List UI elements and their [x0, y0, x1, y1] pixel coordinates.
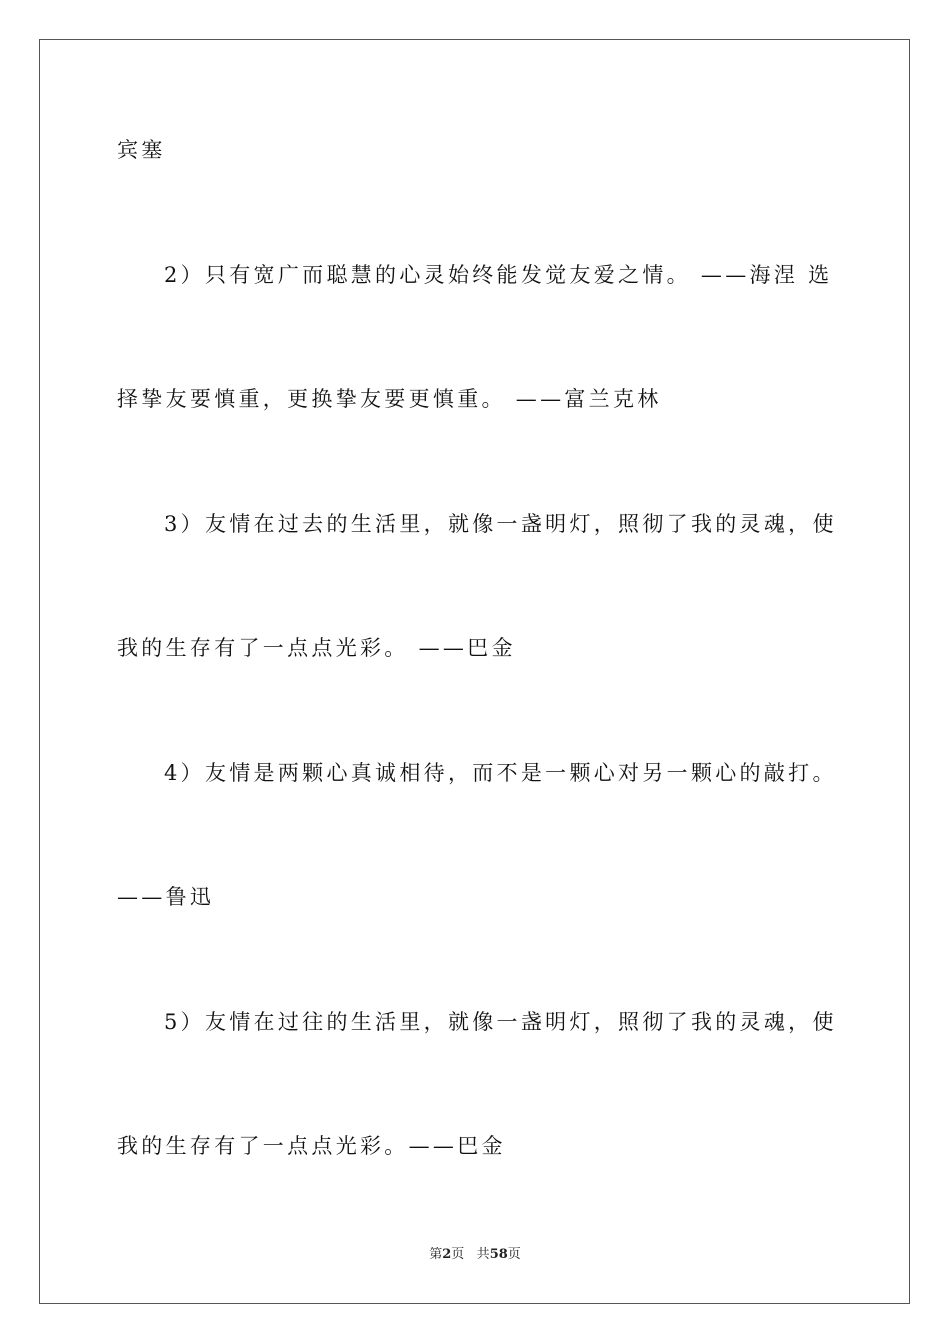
quote-2-line-1: 2）只有宽广而聪慧的心灵始终能发觉友爱之情。 ——海涅 选	[164, 263, 833, 287]
quote-5-line-1: 5）友情在过往的生活里，就像一盏明灯，照彻了我的灵魂，使	[164, 1010, 837, 1034]
total-prefix: 共	[476, 1247, 490, 1262]
page-suffix: 页	[451, 1247, 465, 1262]
quote-2-line-2: 择挚友要慎重，更换挚友要更慎重。 ——富兰克林	[117, 387, 662, 411]
quote-3-line-2: 我的生存有了一点点光彩。 ——巴金	[117, 636, 516, 660]
total-suffix: 页	[507, 1247, 521, 1262]
page-footer	[0, 1247, 950, 1263]
quote-4-line-1: 4）友情是两颗心真诚相待，而不是一颗心对另一颗心的敲打。	[164, 761, 837, 785]
page-frame	[39, 39, 910, 1304]
text-line-1: 宾塞	[117, 138, 166, 162]
page-prefix: 第	[429, 1247, 443, 1262]
quote-4-line-2: ——鲁迅	[117, 885, 215, 909]
page-number: 2	[442, 1247, 452, 1262]
total-pages: 58	[489, 1247, 508, 1262]
quote-3-line-1: 3）友情在过去的生活里，就像一盏明灯，照彻了我的灵魂，使	[164, 512, 837, 536]
quote-5-line-2: 我的生存有了一点点光彩。——巴金	[117, 1134, 506, 1158]
